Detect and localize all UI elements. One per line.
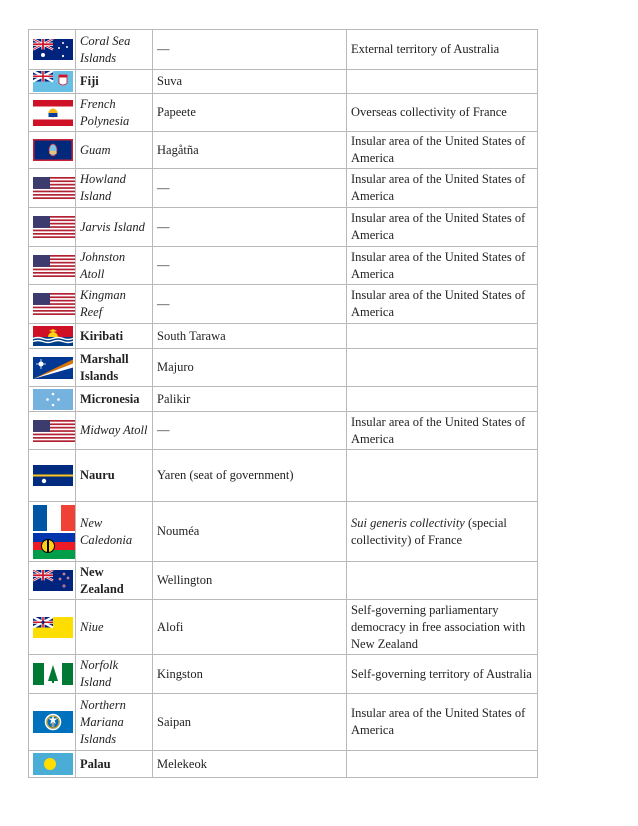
flag-cell bbox=[29, 208, 76, 247]
table-row bbox=[29, 285, 538, 324]
status-cell: Insular area of the United States of America bbox=[347, 169, 538, 208]
france-flag-icon bbox=[33, 505, 75, 531]
status-cell bbox=[347, 450, 538, 502]
table-row bbox=[29, 600, 538, 655]
flag-cell bbox=[29, 132, 76, 169]
capital-cell: — bbox=[153, 30, 347, 70]
territory-name: Fiji bbox=[76, 70, 153, 94]
status-cell bbox=[347, 502, 538, 562]
table-row bbox=[29, 751, 538, 778]
territory-name: Micronesia bbox=[76, 387, 153, 412]
capital-cell: Nouméa bbox=[153, 502, 347, 562]
status-cell: Insular area of the United States of America bbox=[347, 247, 538, 285]
capital-cell: Saipan bbox=[153, 694, 347, 751]
australia-flag-icon bbox=[33, 39, 73, 60]
flag-cell bbox=[29, 169, 76, 208]
flag-cell bbox=[29, 349, 76, 387]
territory-name: Palau bbox=[76, 751, 153, 778]
flag-cell bbox=[29, 247, 76, 285]
capital-cell: Wellington bbox=[153, 562, 347, 600]
flag-cell bbox=[29, 694, 76, 751]
flag-cell bbox=[29, 70, 76, 94]
kiribati-flag-icon bbox=[33, 326, 73, 346]
territory-name: Marshall Islands bbox=[76, 349, 153, 387]
table-row bbox=[29, 70, 538, 94]
flag-cell bbox=[29, 412, 76, 450]
capital-cell: Palikir bbox=[153, 387, 347, 412]
micronesia-flag-icon bbox=[33, 389, 73, 410]
flag-cell bbox=[29, 324, 76, 349]
capital-cell: Hagåtña bbox=[153, 132, 347, 169]
territory-name: Norfolk Island bbox=[76, 655, 153, 694]
palau-flag-icon bbox=[33, 753, 73, 775]
capital-cell: Alofi bbox=[153, 600, 347, 655]
marshall-islands-flag-icon bbox=[33, 357, 73, 379]
status-italic-part: Sui generis collectivity bbox=[351, 515, 465, 530]
status-cell: Self-governing parliamentary democracy in free association with New Zealand bbox=[347, 600, 538, 655]
flag-cell bbox=[29, 600, 76, 655]
territory-name: Johnston Atoll bbox=[76, 247, 153, 285]
table-row bbox=[29, 349, 538, 387]
territory-name: Midway Atoll bbox=[76, 412, 153, 450]
territories-table bbox=[28, 29, 538, 778]
capital-cell: — bbox=[153, 208, 347, 247]
table-row bbox=[29, 247, 538, 285]
guam-flag-icon bbox=[33, 139, 73, 161]
status-cell: Overseas collectivity of France bbox=[347, 94, 538, 132]
territory-name: Jarvis Island bbox=[76, 208, 153, 247]
fiji-flag-icon bbox=[33, 71, 73, 92]
us-flag-icon bbox=[33, 293, 75, 315]
territory-name: New Zealand bbox=[76, 562, 153, 600]
capital-cell: Majuro bbox=[153, 349, 347, 387]
territory-name: Niue bbox=[76, 600, 153, 655]
table-row bbox=[29, 502, 538, 562]
status-cell: Insular area of the United States of America bbox=[347, 132, 538, 169]
status-cell: Insular area of the United States of America bbox=[347, 285, 538, 324]
flag-cell bbox=[29, 285, 76, 324]
table-row bbox=[29, 132, 538, 169]
table-row bbox=[29, 169, 538, 208]
capital-cell: Papeete bbox=[153, 94, 347, 132]
niue-flag-icon bbox=[33, 617, 73, 638]
territory-name: Northern Mariana Islands bbox=[76, 694, 153, 751]
status-cell bbox=[347, 387, 538, 412]
status-cell bbox=[347, 349, 538, 387]
table-row bbox=[29, 562, 538, 600]
us-flag-icon bbox=[33, 216, 75, 238]
table-row bbox=[29, 30, 538, 70]
flag-cell bbox=[29, 94, 76, 132]
table-row bbox=[29, 412, 538, 450]
status-cell bbox=[347, 324, 538, 349]
northern-mariana-islands-flag-icon bbox=[33, 711, 73, 733]
nauru-flag-icon bbox=[33, 465, 73, 486]
territory-name: Guam bbox=[76, 132, 153, 169]
status-cell: External territory of Australia bbox=[347, 30, 538, 70]
flag-cell bbox=[29, 562, 76, 600]
kanak-flag-icon bbox=[33, 533, 75, 559]
table-row bbox=[29, 387, 538, 412]
capital-cell: Melekeok bbox=[153, 751, 347, 778]
capital-cell: Kingston bbox=[153, 655, 347, 694]
capital-cell: — bbox=[153, 247, 347, 285]
status-cell: Insular area of the United States of America bbox=[347, 208, 538, 247]
table-row bbox=[29, 208, 538, 247]
status-cell bbox=[347, 562, 538, 600]
territory-name: Coral Sea Islands bbox=[76, 30, 153, 70]
capital-cell: — bbox=[153, 169, 347, 208]
status-cell: Self-governing territory of Australia bbox=[347, 655, 538, 694]
territory-name: Kiribati bbox=[76, 324, 153, 349]
territory-name: French Polynesia bbox=[76, 94, 153, 132]
us-flag-icon bbox=[33, 420, 75, 442]
us-flag-icon bbox=[33, 177, 75, 199]
status-cell: Insular area of the United States of America bbox=[347, 412, 538, 450]
norfolk-island-flag-icon bbox=[33, 663, 73, 685]
territory-name: Nauru bbox=[76, 450, 153, 502]
status-rest-part: (special collectivity) of France bbox=[351, 515, 507, 547]
territory-name: New Caledonia bbox=[76, 502, 153, 562]
new-caledonia-flag-icon bbox=[33, 505, 71, 559]
capital-cell: Suva bbox=[153, 70, 347, 94]
table-row bbox=[29, 694, 538, 751]
us-flag-icon bbox=[33, 255, 75, 277]
capital-cell: Yaren (seat of government) bbox=[153, 450, 347, 502]
flag-cell bbox=[29, 387, 76, 412]
territory-name: Kingman Reef bbox=[76, 285, 153, 324]
french-polynesia-flag-icon bbox=[33, 100, 73, 126]
table-row bbox=[29, 94, 538, 132]
territory-name: Howland Island bbox=[76, 169, 153, 208]
new-zealand-flag-icon bbox=[33, 570, 73, 591]
status-cell: Insular area of the United States of America bbox=[347, 694, 538, 751]
flag-cell bbox=[29, 502, 76, 562]
table-row bbox=[29, 655, 538, 694]
capital-cell: — bbox=[153, 285, 347, 324]
status-cell bbox=[347, 70, 538, 94]
flag-cell bbox=[29, 751, 76, 778]
flag-cell bbox=[29, 655, 76, 694]
capital-cell: South Tarawa bbox=[153, 324, 347, 349]
status-cell bbox=[347, 751, 538, 778]
table-row bbox=[29, 324, 538, 349]
flag-cell bbox=[29, 450, 76, 502]
flag-cell bbox=[29, 30, 76, 70]
capital-cell: — bbox=[153, 412, 347, 450]
table-row bbox=[29, 450, 538, 502]
